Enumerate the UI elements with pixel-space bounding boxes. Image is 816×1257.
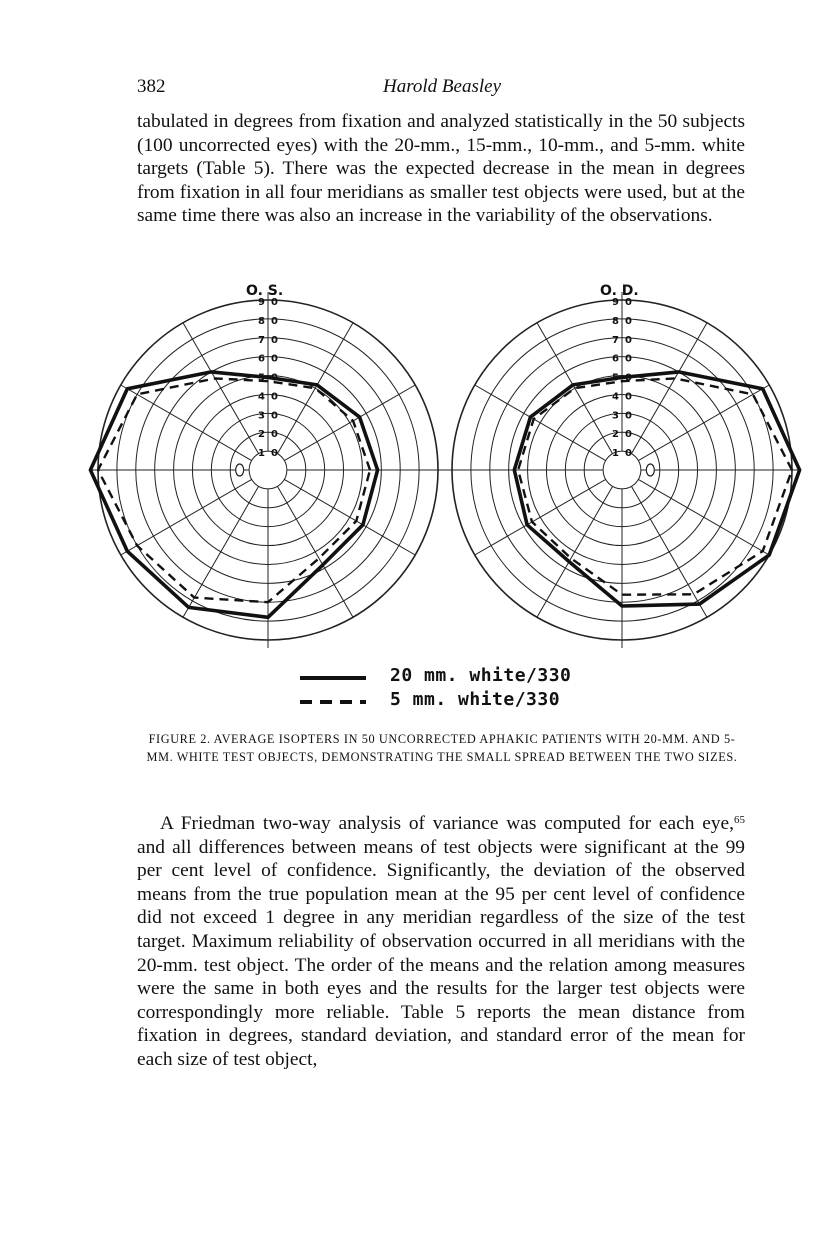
os-meridian-150 bbox=[121, 385, 252, 461]
legend-dashed-line bbox=[300, 699, 366, 705]
legend-solid-line bbox=[300, 675, 366, 681]
od-meridian-210 bbox=[475, 479, 606, 555]
page-header bbox=[137, 76, 747, 106]
od-scale-label-20: 2 bbox=[612, 429, 619, 441]
os-scale-label-80: 8 bbox=[258, 315, 265, 327]
os-scale-zero-30: 0 bbox=[271, 410, 278, 422]
os-isopter-20mm bbox=[90, 372, 377, 617]
os-scale-label-40: 4 bbox=[258, 391, 265, 403]
od-meridian-300 bbox=[631, 486, 707, 617]
od-scale-label-50: 5 bbox=[612, 372, 619, 384]
od-meridian-330 bbox=[638, 479, 769, 555]
os-scale-zero-40: 0 bbox=[271, 391, 278, 403]
body-paragraph-1: tabulated in degrees from fixation and analyzed statistically in the 50 subjects (100 uncorrected eyes) with the 20-mm., 15-mm., 10-mm., and 5-mm. white targets (Table 5). There was the expected decrease in the mean in degrees from fixation in all four meridians as smaller test objects were used, but at the same time there was also an increase in the variability of the observations. bbox=[137, 111, 745, 227]
os-scale-zero-50: 0 bbox=[271, 372, 278, 384]
perimetry-charts bbox=[0, 270, 816, 660]
figure-legend bbox=[300, 665, 630, 715]
os-meridian-330 bbox=[284, 479, 415, 555]
od-meridian-60 bbox=[631, 323, 707, 454]
right-eye-label: O. D. bbox=[600, 283, 639, 299]
legend-item-5mm bbox=[300, 689, 630, 713]
os-scale-label-70: 7 bbox=[258, 334, 265, 346]
os-scale-zero-10: 0 bbox=[271, 448, 278, 460]
os-meridian-210 bbox=[121, 479, 252, 555]
os-meridian-60 bbox=[277, 323, 353, 454]
od-blind-spot bbox=[646, 464, 654, 476]
figure-2 bbox=[0, 270, 816, 660]
os-scale-label-90: 9 bbox=[258, 297, 265, 308]
od-scale-label-10: 1 bbox=[612, 448, 619, 460]
running-head: Harold Beasley bbox=[382, 76, 502, 97]
od-scale-label-80: 8 bbox=[612, 315, 619, 327]
os-scale-zero-60: 0 bbox=[271, 353, 278, 365]
os-scale-zero-20: 0 bbox=[271, 429, 278, 441]
od-scale-zero-90: 0 bbox=[625, 297, 632, 308]
os-scale-label-30: 3 bbox=[258, 410, 265, 422]
footnote-reference: 65 bbox=[734, 814, 745, 826]
figure-caption: FIGURE 2. AVERAGE ISOPTERS IN 50 UNCORRECTED APHAKIC PATIENTS WITH 20-MM. AND 5-MM. WHITE TEST OBJECTS, DEMONSTRATING THE SMALL SPREAD BETWEEN THE TWO SIZES. bbox=[146, 732, 738, 764]
od-scale-zero-60: 0 bbox=[625, 353, 632, 365]
od-scale-label-30: 3 bbox=[612, 410, 619, 422]
od-meridian-240 bbox=[537, 486, 613, 617]
os-meridian-30 bbox=[284, 385, 415, 461]
legend-item-20mm bbox=[300, 665, 630, 689]
od-scale-zero-20: 0 bbox=[625, 429, 632, 441]
od-meridian-30 bbox=[638, 385, 769, 461]
page-number: 382 bbox=[137, 76, 166, 97]
paragraph-2-rest: and all differences between means of test objects were significant at the 99 per cent level of confidence. Significantly, the deviation of the observed means from the true population mean at the 95 per cent level of confidence did not exceed 1 degree in any meridian regardless of the size of the test target. Maximum reliability of observation occurred in all meridians with the 20-mm. test object. The order of the means and the relation among measures were the same in both eyes and the results for the larger test objects were correspondingly more reliable. Table 5 reports the mean distance from fixation in degrees, standard deviation, and standard error of the mean for each size of test object, bbox=[137, 836, 745, 1070]
od-isopter-5mm bbox=[518, 378, 792, 594]
legend-label-5mm: 5 mm. white/330 bbox=[390, 689, 561, 710]
od-isopter-20mm bbox=[514, 372, 799, 606]
left-eye-label: O. S. bbox=[246, 283, 284, 299]
od-scale-zero-70: 0 bbox=[625, 334, 632, 346]
os-scale-label-60: 6 bbox=[258, 353, 265, 365]
od-scale-zero-40: 0 bbox=[625, 391, 632, 403]
body-paragraph-2 bbox=[137, 812, 745, 1072]
os-scale-zero-90: 0 bbox=[271, 297, 278, 308]
od-scale-zero-30: 0 bbox=[625, 410, 632, 422]
os-ring-10 bbox=[249, 451, 287, 489]
os-scale-label-20: 2 bbox=[258, 429, 265, 441]
os-scale-label-10: 1 bbox=[258, 448, 265, 460]
os-blind-spot bbox=[236, 464, 244, 476]
legend-label-20mm: 20 mm. white/330 bbox=[390, 665, 572, 686]
od-scale-label-90: 9 bbox=[612, 297, 619, 308]
od-scale-zero-50: 0 bbox=[625, 372, 632, 384]
od-meridian-120 bbox=[537, 323, 613, 454]
os-scale-zero-80: 0 bbox=[271, 315, 278, 327]
od-scale-label-70: 7 bbox=[612, 334, 619, 346]
os-meridian-120 bbox=[183, 323, 259, 454]
os-scale-zero-70: 0 bbox=[271, 334, 278, 346]
os-scale-label-50: 5 bbox=[258, 372, 265, 384]
od-scale-label-40: 4 bbox=[612, 391, 619, 403]
od-scale-label-60: 6 bbox=[612, 353, 619, 365]
od-meridian-150 bbox=[475, 385, 606, 461]
paragraph-2-start: A Friedman two-way analysis of variance was computed for each eye, bbox=[160, 813, 734, 834]
od-scale-zero-80: 0 bbox=[625, 315, 632, 327]
od-ring-10 bbox=[603, 451, 641, 489]
od-scale-zero-10: 0 bbox=[625, 448, 632, 460]
